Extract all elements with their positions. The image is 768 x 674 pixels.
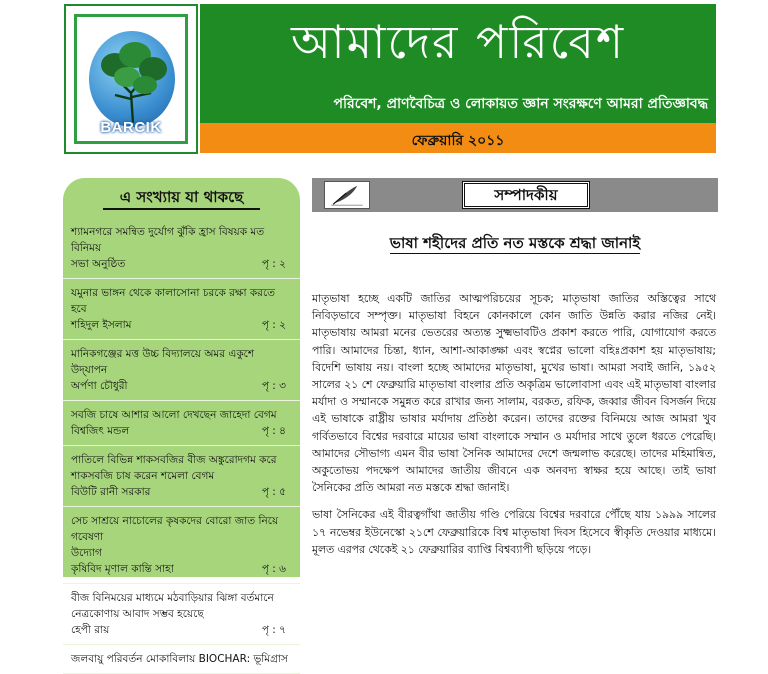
list-item[interactable]: শ্যামনগরে সমন্বিত দুর্যোগ ঝুঁকি হ্রাস বিষয়ক মত বিনিময় সভা অনুষ্ঠিত পৃ : ২	[63, 218, 300, 279]
page-number: পৃ : ২	[261, 258, 286, 270]
page-number: পৃ : ৬	[261, 563, 286, 575]
page-number: পৃ : ৪	[261, 425, 286, 437]
quill-pen-icon	[324, 181, 370, 209]
newsletter-tagline: পরিবেশ, প্রাণবৈচিত্র ও লোকায়ত জ্ঞান সংরক্ষণে আমরা প্রতিজ্ঞাবদ্ধ	[333, 96, 708, 112]
list-item[interactable]: জলবায়ু পরিবর্তন মোকাবিলায় BIOCHAR: ভূমিগ্রাস	[63, 645, 300, 674]
page-number: পৃ : ৩	[261, 380, 286, 392]
contents-list	[63, 218, 300, 674]
tree-icon	[91, 35, 175, 125]
issue-date: ফেব্রুয়ারি ২০১১	[411, 133, 505, 149]
logo-frame	[74, 14, 188, 144]
list-item[interactable]: সবজি চাষে আশার আলো দেখছেন জাহেদা বেগম বিশ্বজিৎ মন্ডল পৃ : ৪	[63, 401, 300, 446]
contents-heading: এ সংখ্যায় যা থাকছে	[119, 188, 244, 206]
contents-sidebar	[63, 178, 300, 665]
page-number: পৃ : ৭	[261, 624, 286, 636]
editorial-banner	[312, 178, 718, 212]
list-item[interactable]: যমুনার ভাঙ্গন থেকে কালাসোনা চরকে রক্ষা করতে হবে শহিদুল ইসলাম পৃ : ২	[63, 279, 300, 340]
list-item[interactable]: সেচ সাশ্রয়ে নাচোলের কৃষকদের বোরো জাত নিয়ে গবেষণা উদ্যোগ কৃষিবিদ মৃণাল কান্তি সাহা পৃ : ৬	[63, 507, 300, 584]
logo	[64, 4, 198, 154]
issue-date-band	[200, 123, 716, 153]
editorial-label: সম্পাদকীয়	[462, 181, 590, 209]
page-number: পৃ : ২	[261, 319, 286, 331]
paragraph: মাতৃভাষা হচ্ছে একটি জাতির আত্মপরিচয়ের সূচক; মাতৃভাষা জাতির অস্তিত্বের সাথে নিবিড়ভাবে সম্পৃক্ত। মাতৃভাষা বিহনে কোনকালে কোন জাতি উন্নতি করার নজির নেই। মাতৃভাষায় আমরা মনের ভেতরের অত্যন্ত সুক্ষ্মভাবটিও প্রকাশ করতে পারি, যোগাযোগ করতে পারি। আমাদের চিন্তা, ধ্যান, আশা-আকাঙ্ক্ষা এবং স্বপ্নের ভালো বহিঃপ্রকাশ হয় মাতৃভাষায়; বিদেশি ভাষায় নয়। বাংলা হচ্ছে আমাদের মাতৃভাষা, মুখের ভাষা। আমরা সবাই জানি, ১৯৫২ সালের ২১ শে ফেব্রুয়ারি মাতৃভাষা বাংলার প্রতি অকৃত্রিম ভালোবাসা এবং এই মাতৃভাষা বাংলার মর্যাদা ও সম্মানকে সমুন্নত করে রাখার জন্য সালাম, বরকত, রফিক, জব্বার জীবন বিসর্জন দিয়ে এই ভাষাকে রাষ্ট্রীয় ভাষার মর্যাদায় প্রতিষ্ঠা করেন। তাদের রক্তের বিনিময়ে আজ আমরা খুব গর্বিতভাবে বিশ্বের দরবারে মায়ের ভাষা বাংলাকে সম্মান ও মর্যাদার সাথে তুলে ধরতে পেরেছি। আমাদের সৌভাগ্য এমন বীর ভাষা সৈনিক আমাদের দেশে জন্মলাভ করেছে। তাদের মহিমান্বিত, অকুতোভয় পদক্ষেপ আমাদের জাতীয় জীবনে এক অনবদ্য স্বাক্ষর হয়ে আছে। তাই ভাষা সৈনিকের প্রতি আমরা নত মস্তকে শ্রদ্ধা জানাই।	[312, 292, 716, 495]
list-item[interactable]: বীজ বিনিময়ের মাধ্যমে মঠবাড়িয়ার ঝিঙ্গা বর্তমানে নেত্রকোণায় আবাদ সম্ভব হয়েছে হেপী রায় পৃ : ৭	[63, 584, 300, 645]
contents-heading-rule	[103, 208, 260, 210]
masthead	[200, 4, 716, 123]
newsletter-title: আমাদের পরিবেশ	[290, 15, 626, 69]
paragraph: ভাষা সৈনিকের এই বীরত্বগাঁথা জাতীয় গণ্ডি পেরিয়ে বিশ্বের দরবারে পৌঁছে যায় ১৯৯৯ সালের ১৭ নভেম্বর ইউনেস্কো ২১শে ফেব্রুয়ারিকে বিশ্ব মাতৃভাষা দিবস হিসেবে স্বীকৃতি দেওয়ার মাধ্যমে। মূলত এরপর থেকেই ২১ ফেব্রুয়ারির ব্যাপ্তি বিশ্বব্যাপী ছড়িয়ে পড়ে।	[312, 508, 716, 556]
editorial-body	[312, 290, 716, 558]
editorial-headline: ভাষা শহীদের প্রতি নত মস্তকে শ্রদ্ধা জানাই	[389, 234, 641, 252]
page-number: পৃ : ৫	[261, 486, 286, 498]
list-item[interactable]: পাতিলে বিভিন্ন শাকসবজির বীজ অঙ্কুরোদগম করে শাকসবজি চাষ করেন শমেলা বেগম বিউটি রানী সরকার পৃ : ৫	[63, 446, 300, 507]
logo-wordmark: BARCIK	[100, 119, 162, 136]
list-item[interactable]: মানিকগঞ্জের মত্ত উচ্চ বিদ্যালয়ে অমর একুশে উদ্‌যাপন অর্পণা চৌধুরী পৃ : ৩	[63, 340, 300, 401]
